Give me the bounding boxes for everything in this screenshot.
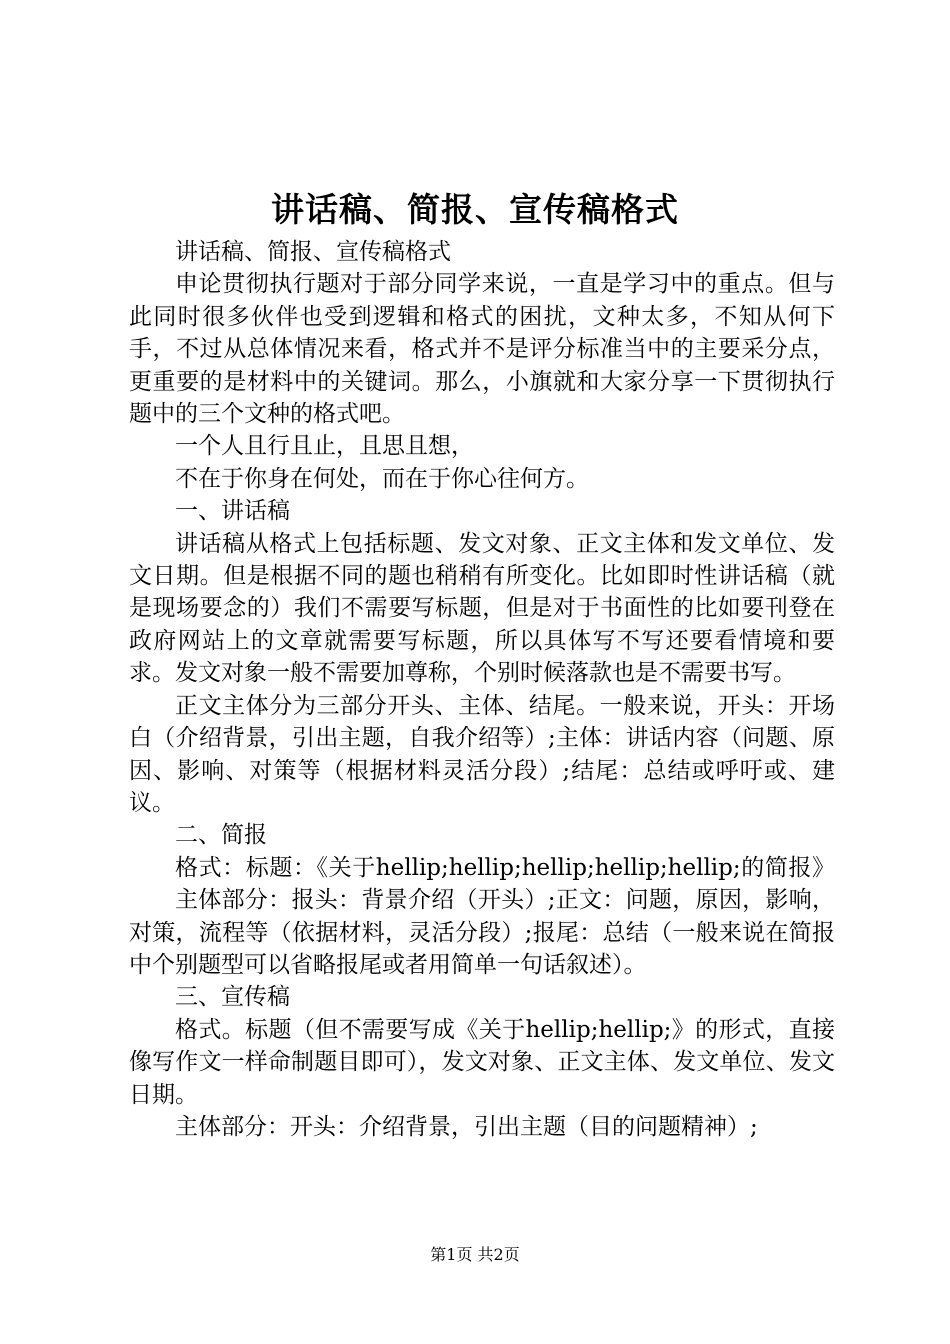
document-body [129,236,835,1143]
paragraph-briefing-body: 主体部分：报头：背景介绍（开头）;正文：问题，原因，影响，对策，流程等（依据材料，灵活分段）;报尾：总结（一般来说在简报中个别题型可以省略报尾或者用简单一句话叙述）。 [129,887,835,978]
document-title: 讲话稿、简报、宣传稿格式 [271,190,679,229]
section-heading-briefing: 二、简报 [175,822,267,849]
section-heading-publicity: 三、宣传稿 [175,984,290,1011]
paragraph-subtitle: 讲话稿、简报、宣传稿格式 [175,239,451,265]
paragraph-publicity-body: 主体部分：开头：介绍背景，引出主题（目的问题精神）; [175,1113,758,1140]
page-footer: 第1页 共2页 [430,1245,520,1264]
paragraph-briefing-format: 格式：标题：《关于hellip;hellip;hellip;hellip;hellip;的简报》 [175,854,835,881]
paragraph-quote-line-1: 一个人且行且止，且思且想， [175,433,474,460]
section-heading-speech: 一、讲话稿 [175,498,290,525]
paragraph-quote-line-2: 不在于你身在何处，而在于你心往何方。 [175,465,589,492]
paragraph-intro: 申论贯彻执行题对于部分同学来说，一直是学习中的重点。但与此同时很多伙伴也受到逻辑和格式的困扰，文种太多，不知从何下手，不过从总体情况来看，格式并不是评分标准当中的主要采分点，更重要的是材料中的关键词。那么，小旗就和大家分享一下贯彻执行题中的三个文种的格式吧。 [129,271,835,428]
paragraph-speech-format: 讲话稿从格式上包括标题、发文对象、正文主体和发文单位、发文日期。但是根据不同的题也稍稍有所变化。比如即时性讲话稿（就是现场要念的）我们不需要写标题，但是对于书面性的比如要刊登在政府网站上的文章就需要写标题，所以具体写不写还要看情境和要求。发文对象一般不需要加尊称，个别时候落款也是不需要书写。 [129,530,835,687]
paragraph-speech-body: 正文主体分为三部分开头、主体、结尾。一般来说，开头：开场白（介绍背景，引出主题，自我介绍等）;主体：讲话内容（问题、原因、影响、对策等（根据材料灵活分段）;结尾：总结或呼吁或、建议。 [129,692,835,816]
paragraph-publicity-format: 格式。标题（但不需要写成《关于hellip;hellip;》的形式，直接像写作文一样命制题目即可），发文对象、正文主体、发文单位、发文日期。 [129,1016,835,1108]
